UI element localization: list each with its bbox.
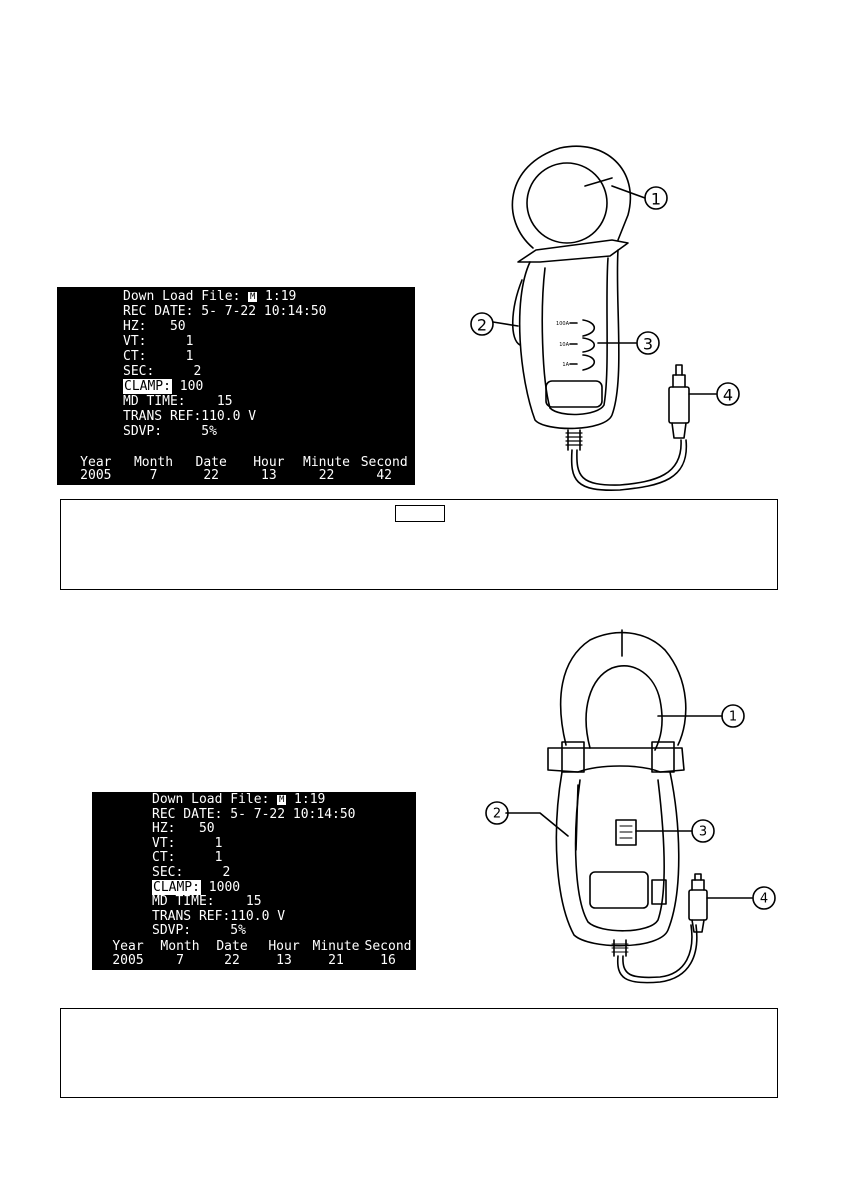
lcd-field-value: 1:19: [286, 792, 326, 807]
time-value-cell: 22: [224, 953, 240, 968]
time-value-cell: 22: [318, 468, 335, 483]
callout-2-upper: 2: [476, 315, 488, 335]
lcd-field-label: CLAMP:: [124, 379, 171, 394]
time-value-cell: 2005: [112, 953, 144, 968]
lcd-field-label: REC DATE:: [152, 806, 231, 822]
time-value-cell: 22: [203, 468, 219, 483]
lcd-field-value: 5- 7-22 10:14:50: [201, 304, 327, 319]
callout-4-upper: 4: [722, 385, 734, 405]
lcd-field-value: 2: [222, 865, 231, 880]
lcd-field-value: 110.0 V: [201, 409, 257, 424]
lcd-field-value: 5- 7-22 10:14:50: [230, 806, 356, 822]
lcd-field-label: HZ:: [152, 821, 199, 837]
lcd-field-label: TRANS REF:: [152, 908, 231, 924]
callout-4-lower: 4: [759, 891, 769, 907]
lcd-field-value: 50: [169, 319, 186, 334]
lcd-field-label: CLAMP:: [153, 879, 200, 895]
lcd-field-value: 1: [214, 850, 223, 866]
callout-1-lower: 1: [728, 709, 738, 725]
memory-chip-icon: M: [250, 292, 256, 302]
time-header-cell: Second: [364, 939, 412, 954]
lcd-field-label: CT:: [123, 349, 186, 364]
time-header-cell: Hour: [253, 455, 285, 470]
clamp-meter-2-drawing: [486, 630, 775, 983]
time-value-cell: 21: [328, 953, 344, 968]
callout-3-lower: 3: [698, 824, 708, 840]
lcd-field-value: 1000: [200, 879, 241, 895]
lcd-field-label: VT:: [123, 334, 186, 349]
time-header-cell: Month: [160, 939, 200, 954]
time-header-cell: Minute: [312, 939, 360, 954]
lcd-field-value: 2: [193, 364, 202, 379]
time-header-cell: Hour: [268, 939, 300, 954]
lcd-field-value: 1: [214, 835, 223, 851]
lcd-field-label: SEC:: [123, 364, 194, 379]
time-header-cell: Minute: [303, 455, 350, 470]
memory-chip-icon: M: [279, 795, 285, 805]
time-value-cell: 7: [176, 953, 184, 968]
range-label-10a: 10A: [559, 342, 569, 348]
time-header-cell: Date: [195, 455, 227, 470]
time-header-cell: Second: [360, 455, 408, 470]
time-value-cell: 16: [380, 953, 396, 968]
range-label-100a: 100A: [556, 321, 569, 327]
clamp-meter-1-drawing: [471, 146, 739, 490]
lcd-field-label: TRANS REF:: [123, 409, 202, 424]
lcd-field-label: REC DATE:: [123, 304, 202, 319]
lcd-field-value: 1:19: [257, 289, 297, 304]
time-value-cell: 7: [149, 468, 158, 483]
time-header-cell: Year: [80, 455, 112, 470]
callout-2-lower: 2: [492, 806, 502, 822]
lcd-field-value: 110.0 V: [230, 908, 286, 924]
lcd-field-label: SEC:: [152, 865, 223, 880]
lcd-field-label: SDVP:: [123, 424, 202, 439]
lcd-field-value: 50: [198, 821, 215, 837]
lcd-field-label: SDVP:: [152, 923, 231, 939]
lcd-field-value: 100: [171, 379, 204, 394]
lcd-field-value: 1: [185, 349, 194, 364]
lcd-field-value: 5%: [201, 424, 217, 439]
lcd-field-label: Down Load File:: [152, 792, 278, 807]
lcd-field-value: 15: [216, 394, 233, 409]
callout-1-upper: 1: [650, 189, 662, 209]
lcd-field-value: 15: [245, 894, 262, 910]
time-header-cell: Date: [216, 939, 248, 954]
lcd-field-label: Down Load File:: [123, 289, 249, 304]
lcd-field-label: MD TIME:: [123, 394, 217, 409]
time-value-cell: 2005: [80, 468, 112, 483]
lcd-field-label: HZ:: [123, 319, 170, 334]
time-value-cell: 13: [261, 468, 277, 483]
lcd-field-label: MD TIME:: [152, 894, 246, 910]
time-value-cell: 13: [276, 953, 292, 968]
time-header-cell: Month: [133, 455, 174, 470]
lcd-field-label: CT:: [152, 850, 215, 866]
lcd-field-value: 1: [185, 334, 194, 349]
callout-3-upper: 3: [642, 334, 654, 354]
lcd-field-value: 5%: [230, 923, 246, 939]
lcd-field-label: VT:: [152, 835, 215, 851]
time-header-cell: Year: [112, 939, 144, 954]
range-label-1a: 1A: [562, 362, 569, 368]
time-value-cell: 42: [376, 468, 393, 483]
